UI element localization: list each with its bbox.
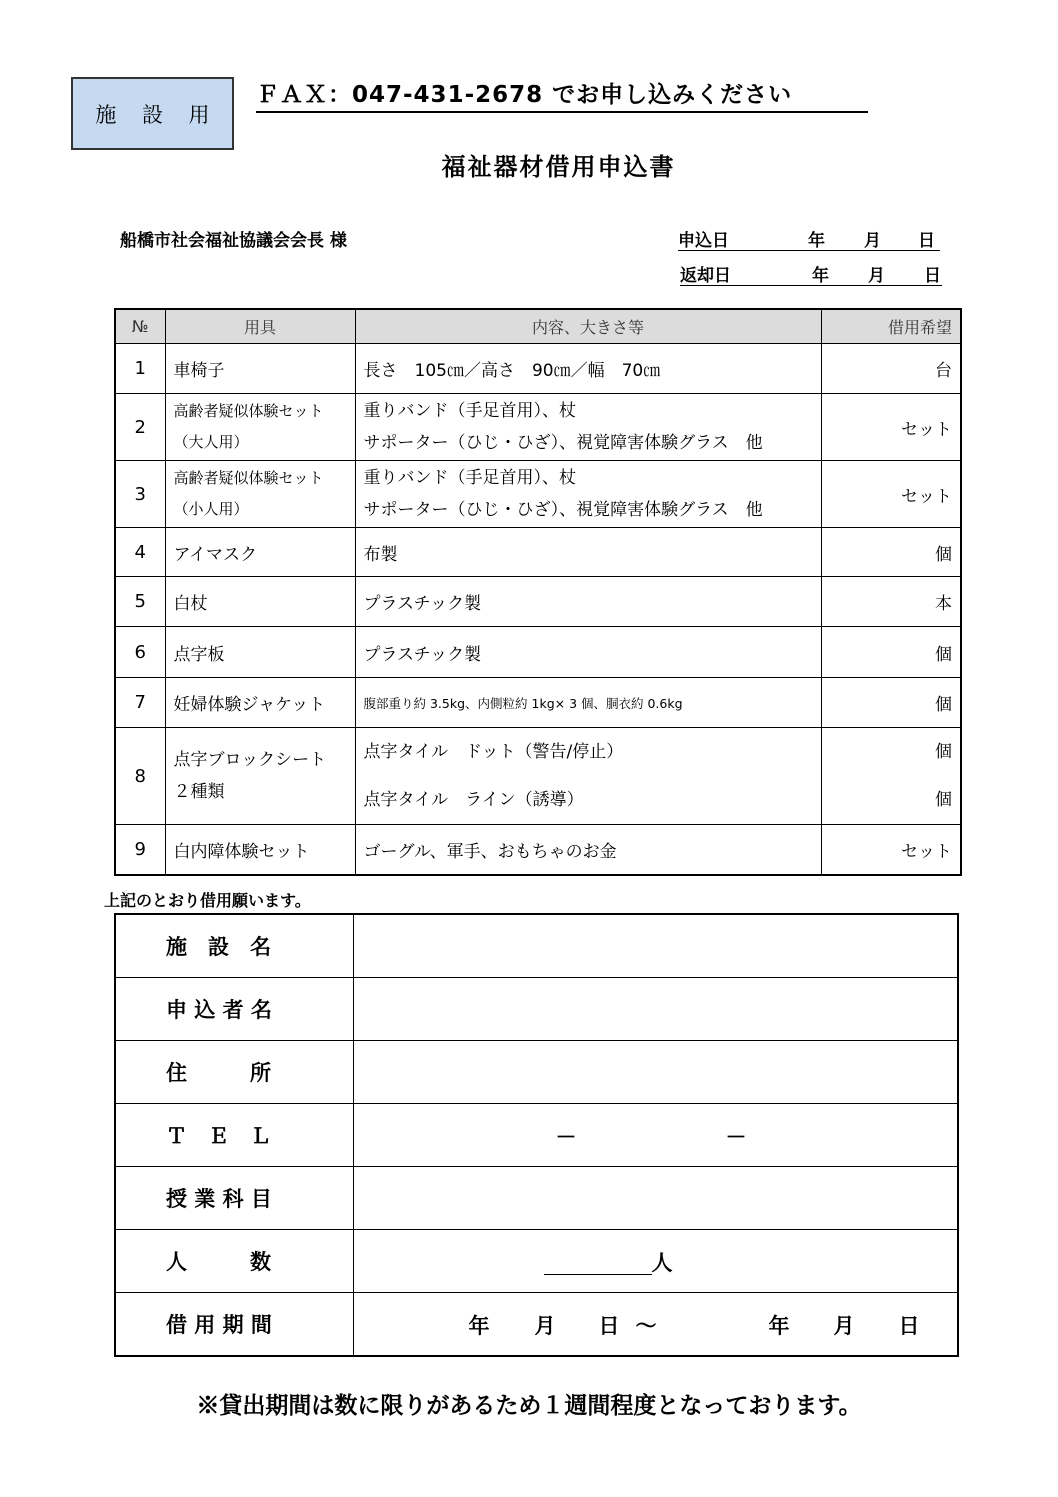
apply-date-label: 申込日 — [678, 231, 729, 251]
period-start-day: 日 — [598, 1314, 620, 1338]
people-unit: 人 — [651, 1251, 673, 1275]
table-row — [115, 678, 961, 728]
row-item: 車椅子 — [165, 344, 355, 394]
request-note: 上記のとおり借用願います。 — [104, 891, 311, 910]
apply-date-line — [678, 226, 940, 251]
return-month-label: 月 — [868, 266, 885, 286]
table-header-row — [115, 309, 961, 344]
row-no: 3 — [115, 461, 165, 528]
table-row — [115, 344, 961, 394]
tel-dash-2: － — [725, 1125, 747, 1149]
table-row — [115, 728, 961, 825]
people-underline — [544, 1274, 652, 1275]
subject-field[interactable] — [353, 1167, 958, 1230]
row-item-line1: 高齢者疑似体験セット — [173, 469, 324, 487]
form-row-applicant — [115, 978, 958, 1041]
row-quantity[interactable]: 個 — [821, 627, 961, 678]
table-row — [115, 577, 961, 627]
period-field[interactable] — [353, 1293, 958, 1357]
row-no: 4 — [115, 528, 165, 577]
row-item-line2: （小人用） — [173, 500, 249, 518]
row-quantity-line2: 個 — [935, 790, 952, 810]
rental-period-note: ※貸出期間は数に限りがあるため１週間程度となっております。 — [196, 1392, 862, 1419]
row-no: 7 — [115, 678, 165, 728]
address-label: 住 所 — [115, 1041, 353, 1104]
return-year-label: 年 — [812, 266, 829, 286]
header-description: 内容、大きさ等 — [355, 309, 821, 344]
return-date-line — [680, 261, 942, 286]
row-quantity[interactable]: 本 — [821, 577, 961, 627]
row-description-line2: サポーター（ひじ・ひざ）、視覚障害体験グラス 他 — [363, 500, 763, 520]
people-field[interactable] — [353, 1230, 958, 1293]
form-row-subject — [115, 1167, 958, 1230]
form-row-period — [115, 1293, 958, 1357]
row-item-line1: 点字ブロックシート — [173, 750, 327, 770]
form-row-address — [115, 1041, 958, 1104]
period-start-month: 月 — [534, 1314, 556, 1338]
row-item: 点字板 — [165, 627, 355, 678]
period-tilde: ～ — [635, 1314, 657, 1338]
row-description — [355, 728, 821, 825]
row-item-line1: 高齢者疑似体験セット — [173, 402, 324, 420]
row-description: プラスチック製 — [355, 577, 821, 627]
return-day-label: 日 — [924, 266, 941, 286]
row-description-line2: サポーター（ひじ・ひざ）、視覚障害体験グラス 他 — [363, 433, 763, 453]
row-description-line1: 点字タイル ドット（警告/停止） — [363, 742, 624, 762]
period-start-year: 年 — [468, 1314, 490, 1338]
row-no: 6 — [115, 627, 165, 678]
row-quantity[interactable]: 個 — [821, 678, 961, 728]
form-row-people — [115, 1230, 958, 1293]
subject-label: 授 業 科 目 — [115, 1167, 353, 1230]
row-description-line1: 重りバンド（手足首用）、杖 — [363, 468, 576, 488]
tel-dash-1: － — [555, 1125, 577, 1149]
table-row — [115, 528, 961, 577]
row-description-line2: 点字タイル ライン（誘導） — [363, 790, 584, 810]
address-field[interactable] — [353, 1041, 958, 1104]
row-description: ゴーグル、軍手、おもちゃのお金 — [355, 825, 821, 875]
period-end-year: 年 — [768, 1314, 790, 1338]
row-item — [165, 461, 355, 528]
apply-day-label: 日 — [918, 231, 935, 251]
header-item: 用具 — [165, 309, 355, 344]
people-label: 人 数 — [115, 1230, 353, 1293]
facility-field[interactable] — [353, 914, 958, 978]
return-date-label: 返却日 — [680, 266, 731, 286]
table-row — [115, 627, 961, 678]
period-end-day: 日 — [898, 1314, 920, 1338]
row-quantity[interactable]: セット — [821, 394, 961, 461]
facility-label: 施 設 名 — [115, 914, 353, 978]
tel-field[interactable] — [353, 1104, 958, 1167]
row-item: アイマスク — [165, 528, 355, 577]
header-no: № — [115, 309, 165, 344]
apply-year-label: 年 — [808, 231, 825, 251]
row-no: 8 — [115, 728, 165, 825]
facility-use-badge: 施 設 用 — [71, 77, 234, 150]
row-quantity[interactable]: セット — [821, 461, 961, 528]
row-no: 5 — [115, 577, 165, 627]
row-no: 2 — [115, 394, 165, 461]
form-row-tel — [115, 1104, 958, 1167]
row-no: 1 — [115, 344, 165, 394]
row-quantity[interactable]: 台 — [821, 344, 961, 394]
row-item — [165, 728, 355, 825]
row-description: 長さ 105㎝／高さ 90㎝／幅 70㎝ — [355, 344, 821, 394]
row-item-line2: （大人用） — [173, 433, 249, 451]
row-description: 布製 — [355, 528, 821, 577]
applicant-label: 申 込 者 名 — [115, 978, 353, 1041]
row-quantity[interactable] — [821, 728, 961, 825]
row-description: 腹部重り約 3.5kg、内側粒約 1kg× 3 個、胴衣約 0.6kg — [355, 678, 821, 728]
row-item — [165, 394, 355, 461]
apply-month-label: 月 — [864, 231, 881, 251]
table-row — [115, 394, 961, 461]
row-description: プラスチック製 — [355, 627, 821, 678]
row-quantity[interactable]: 個 — [821, 528, 961, 577]
applicant-field[interactable] — [353, 978, 958, 1041]
period-end-month: 月 — [833, 1314, 855, 1338]
row-quantity-line1: 個 — [935, 742, 952, 762]
row-item: 妊婦体験ジャケット — [165, 678, 355, 728]
table-row — [115, 461, 961, 528]
row-quantity[interactable]: セット — [821, 825, 961, 875]
applicant-form — [114, 913, 959, 1357]
period-label: 借 用 期 間 — [115, 1293, 353, 1357]
fax-instruction: ＦＡＸ：047-431-2678 でお申し込みください — [256, 76, 868, 113]
header-quantity: 借用希望 — [821, 309, 961, 344]
equipment-table — [114, 308, 962, 876]
row-no: 9 — [115, 825, 165, 875]
row-item-line2: ２種類 — [173, 782, 225, 802]
row-description — [355, 461, 821, 528]
row-description — [355, 394, 821, 461]
row-item: 白内障体験セット — [165, 825, 355, 875]
form-row-facility — [115, 914, 958, 978]
row-description-line1: 重りバンド（手足首用）、杖 — [363, 401, 576, 421]
row-item: 白杖 — [165, 577, 355, 627]
page-title: 福祉器材借用申込書 — [441, 153, 676, 181]
addressee: 船橋市社会福祉協議会会長 様 — [120, 231, 347, 251]
table-row — [115, 825, 961, 875]
tel-label: Ｔ Ｅ Ｌ — [115, 1104, 353, 1167]
